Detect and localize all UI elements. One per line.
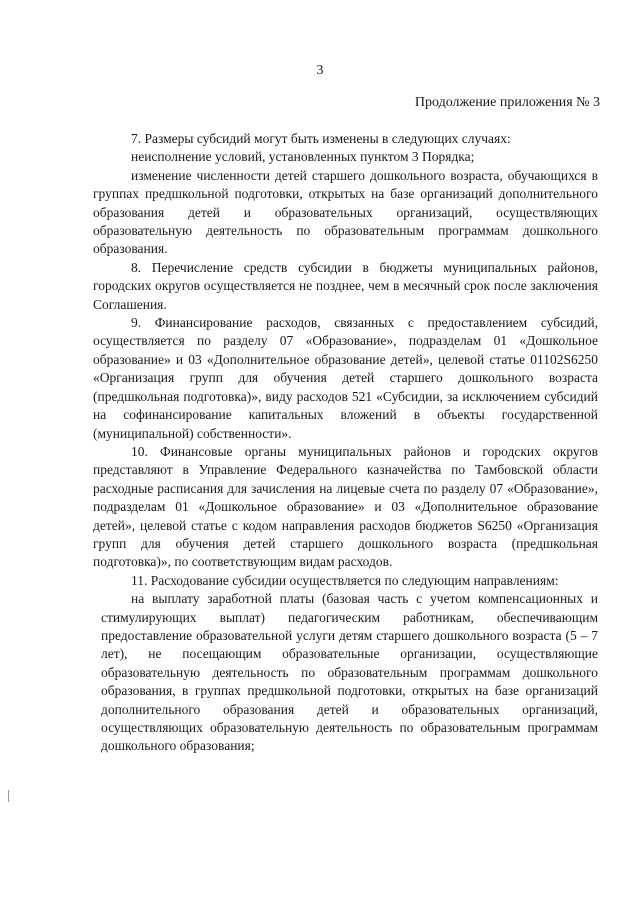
- paragraph-8: 8. Перечисление средств субсидии в бюджеты муниципальных районов, городских округов осуществляется не позднее, чем в месячный срок после заключения Соглашения.: [93, 259, 598, 312]
- page-number: 3: [316, 63, 324, 78]
- paragraph-9: 9. Финансирование расходов, связанных с предоставлением субсидий, осуществляется по разделу 07 «Образование», подразделам 01 «Дошкольное образование» и 03 «Дополнительное образование детей», целевой статье 01102S6250 «Организация групп для обучения детей старшего дошкольного возраста (предшкольная подготовка)», виду расходов 521 «Субсидии, за исключением субсидий на софинансирование капитальных вложений в объекты государственной (муниципальной) собственности».: [93, 315, 598, 441]
- paragraph-11: 11. Расходование субсидии осуществляется по следующим направлениям:: [131, 572, 559, 588]
- paragraph-7-item-1: неисполнение условий, установленных пунктом 3 Порядка;: [131, 149, 475, 165]
- scan-margin-mark: [8, 790, 9, 802]
- paragraph-7-item-2: изменение численности детей старшего дошкольного возраста, обучающихся в группах предшкольной подготовки, открытых на базе организаций дополнительного образования детей и образовательных организаций, осуществляющих образовательную деятельность по образовательным программам дошкольного образования.: [93, 167, 598, 257]
- paragraph-10: 10. Финансовые органы муниципальных районов и городских округов представляют в Управление Федерального казначейства по Тамбовской области расходные расписания для зачисления на лицевые счета по разделу 07 «Образование», подразделам 01 «Дошкольное образование» и 03 «Дополнительное образование детей», целевой статье с кодом направления расходов бюджетов S6250 «Организация групп для обучения детей старшего дошкольного возраста (предшкольная подготовка)», по соответствующим видам расходов.: [93, 443, 598, 570]
- document-body: [93, 130, 598, 756]
- paragraph-7: 7. Размеры субсидий могут быть изменены в следующих случаях:: [131, 131, 511, 146]
- paragraph-11-item-1: на выплату заработной платы (базовая часть с учетом компенсационных и стимулирующих выплат) педагогическим работникам, обеспечивающим предоставление образовательной услуги детям старшего дошкольного возраста (5 – 7 лет), не посещающим образовательные организации, осуществляющие образовательную деятельность по образовательным программам дошкольного образования, в группах предшкольной подготовки, открытых на базе организаций дополнительного образования детей и образовательных организаций, осуществляющих образовательную деятельность по образовательным программам дошкольного образования;: [101, 591, 598, 754]
- appendix-continuation-note: Продолжение приложения № 3: [414, 95, 600, 110]
